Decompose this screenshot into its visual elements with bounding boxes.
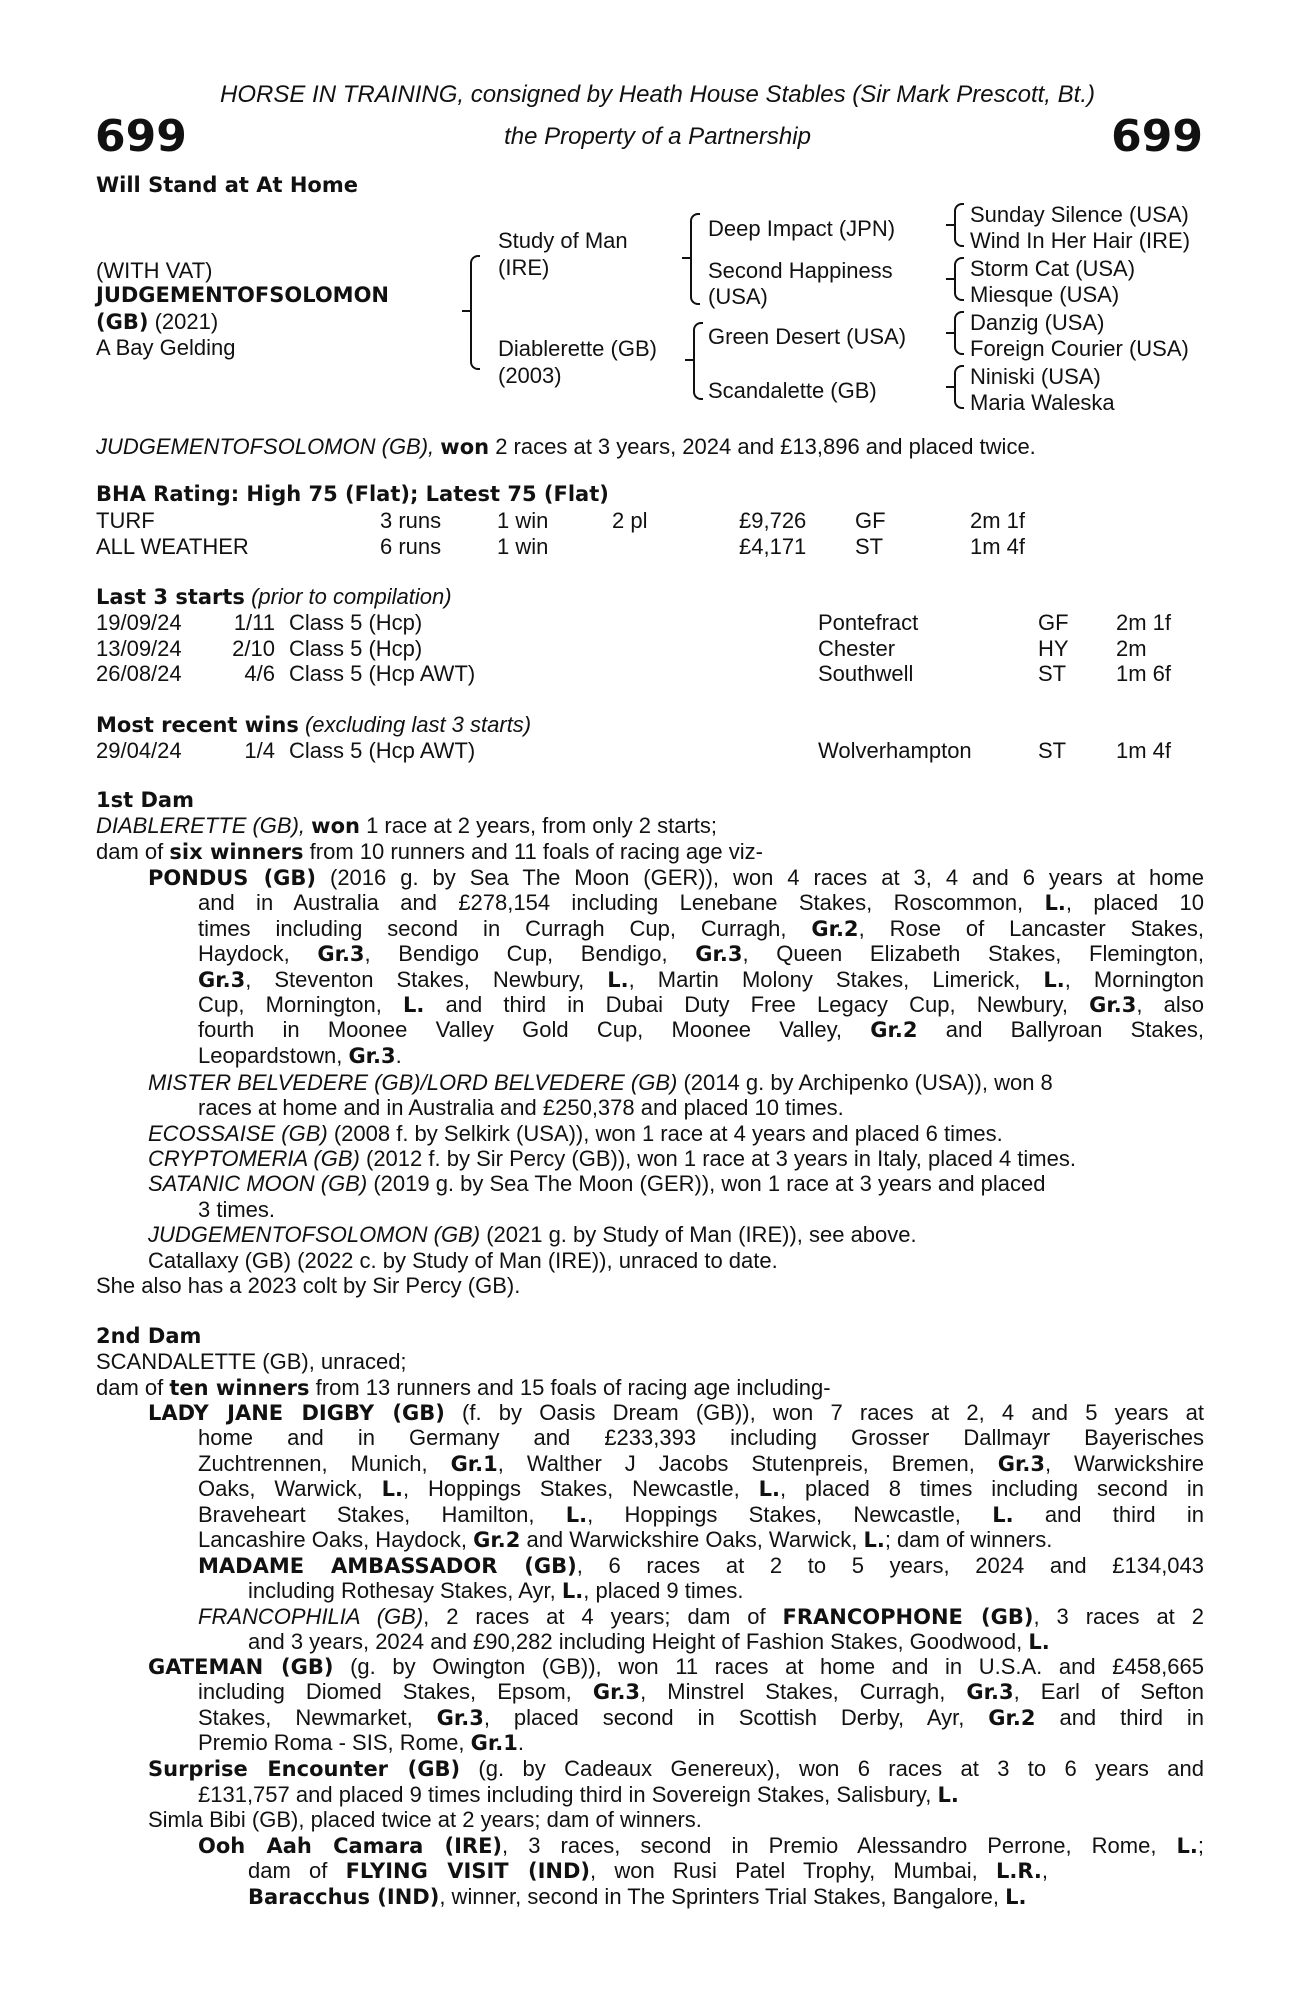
simla-bibi-line: Simla Bibi (GB), placed twice at 2 years; dam of winners.	[148, 1807, 702, 1832]
rating-going: GF	[855, 508, 886, 533]
last3-position: 1/11	[233, 610, 275, 635]
catallaxy-line: Catallaxy (GB) (2022 c. by Study of Man (IRE)), unraced to date.	[148, 1248, 778, 1273]
lady-jane-digby-line: Lancashire Oaks, Haydock, Gr.2 and Warwickshire Oaks, Warwick, L.; dam of winners.	[198, 1527, 1053, 1552]
recent-going: ST	[1038, 738, 1067, 763]
rating-wins: 1 win	[497, 533, 549, 559]
pondus-line: Gr.3, Steventon Stakes, Newbury, L., Martin Molony Stakes, Limerick, L., Mornington	[198, 966, 1204, 992]
rating-surface: TURF	[96, 508, 155, 533]
lot-number-left: 699	[95, 111, 187, 162]
catalogue-header: HORSE IN TRAINING, consigned by Heath House Stables (Sir Mark Prescott, Bt.)	[220, 81, 1095, 108]
brace-ds	[954, 311, 963, 355]
summary-rest: 2 races at 3 years, 2024 and £13,896 and placed twice.	[495, 434, 1036, 459]
summary-horse: JUDGEMENTOFSOLOMON (GB),	[96, 434, 435, 459]
last3-distance: 1m 6f	[1116, 661, 1172, 686]
lady-jane-digby-line: Braveheart Stakes, Hamilton, L., Hoppings Stakes, Newcastle, L. and third in	[198, 1501, 1204, 1527]
last3-date: 19/09/24	[96, 610, 182, 635]
rating-title: BHA Rating: High 75 (Flat); Latest 75 (Flat)	[96, 482, 609, 506]
lady-jane-digby-line: Zuchtrennen, Munich, Gr.1, Walther J Jacobs Stutenpreis, Bremen, Gr.3, Warwickshire	[198, 1450, 1204, 1476]
pondus-line: Cup, Mornington, L. and third in Dubai Duty Free Legacy Cup, Newbury, Gr.3, also	[198, 992, 1205, 1017]
judgement-name: JUDGEMENTOFSOLOMON (GB)	[148, 1222, 481, 1247]
francophilia-line1: FRANCOPHILIA (GB), 2 races at 4 years; dam of FRANCOPHONE (GB), 3 races at 2	[198, 1604, 1204, 1629]
lady-jane-digby-line: LADY JANE DIGBY (GB) (f. by Oasis Dream (GB)), won 7 races at 2, 4 and 5 years at	[148, 1400, 1204, 1425]
rating-runs: 6 runs	[380, 533, 442, 559]
madame-ambassador-line1: MADAME AMBASSADOR (GB), 6 races at 2 to 5 years, 2024 and £134,043	[198, 1553, 1205, 1578]
ds-name: Green Desert (USA)	[708, 324, 907, 349]
surprise-encounter-line1: Surprise Encounter (GB) (g. by Cadeaux Genereux), won 6 races at 3 to 6 years and	[148, 1756, 1205, 1781]
sd-country: (USA)	[708, 284, 768, 309]
pondus-line: fourth in Moonee Valley Gold Cup, Moonee Valley, Gr.2 and Ballyroan Stakes,	[198, 1017, 1204, 1043]
last3-class: Class 5 (Hcp AWT)	[289, 661, 476, 686]
rating-prize: £4,171	[739, 533, 807, 559]
dam-year: (2003)	[498, 363, 562, 388]
second-dam-line2	[96, 1375, 831, 1401]
pondus-line: PONDUS (GB) (2016 g. by Sea The Moon (GER)), won 4 races at 3, 4 and 6 years at home	[148, 865, 1204, 890]
cryptomeria-line	[148, 1146, 1076, 1171]
rating-prize: £9,726	[739, 508, 807, 533]
rating-going: ST	[855, 533, 884, 559]
last3-distance: 2m 1f	[1116, 610, 1172, 635]
satanic-moon-line1	[148, 1171, 1046, 1196]
race-summary	[96, 434, 1036, 460]
second-dam-line1: SCANDALETTE (GB), unraced;	[96, 1349, 407, 1374]
last3-note: (prior to compilation)	[251, 584, 452, 609]
ddd-name: Maria Waleska	[970, 390, 1115, 415]
mister-belvedere-details: (2014 g. by Archipenko (USA)), won 8	[683, 1070, 1053, 1095]
dds-name: Niniski (USA)	[970, 364, 1101, 389]
recent-course: Wolverhampton	[818, 738, 972, 763]
colt-line: She also has a 2023 colt by Sir Percy (GB).	[96, 1273, 521, 1298]
rating-surface: ALL WEATHER	[96, 533, 249, 559]
gateman-line: Premio Roma - SIS, Rome, Gr.1.	[198, 1730, 524, 1756]
sds-name: Storm Cat (USA)	[970, 256, 1136, 281]
last3-going: ST	[1038, 661, 1067, 686]
sire-name: Study of Man	[498, 228, 628, 253]
satanic-moon-name: SATANIC MOON (GB)	[148, 1171, 368, 1196]
ooh-aah-camara-line2: dam of FLYING VISIT (IND), won Rusi Patel Trophy, Mumbai, L.R.,	[248, 1858, 1048, 1883]
horse-year: (2021)	[154, 309, 219, 334]
recent-note: (excluding last 3 starts)	[304, 712, 532, 737]
gateman-line: Stakes, Newmarket, Gr.3, placed second in Scottish Derby, Ayr, Gr.2 and third in	[198, 1704, 1205, 1730]
sss-name: Sunday Silence (USA)	[970, 202, 1189, 227]
pedigree-brace-main	[470, 255, 482, 370]
recent-class: Class 5 (Hcp AWT)	[289, 738, 476, 763]
pondus-line: and in Australia and £278,154 including Lenebane Stakes, Roscommon, L., placed 10	[198, 890, 1205, 916]
second-dam-winners: ten winners	[169, 1376, 310, 1400]
second-dam-damof: dam of	[96, 1375, 164, 1400]
rating-runs: 3 runs	[380, 508, 442, 533]
recent-date: 29/04/24	[96, 738, 182, 763]
ooh-aah-camara-line3: Baracchus (IND), winner, second in The Sprinters Trial Stakes, Bangalore, L.	[248, 1884, 1027, 1909]
dam-name: Diablerette (GB)	[498, 336, 657, 361]
ecossaise-name: ECOSSAISE (GB)	[148, 1121, 328, 1146]
brace-sd	[954, 257, 963, 301]
satanic-moon-line2: 3 times.	[198, 1197, 276, 1222]
recent-title: Most recent wins	[96, 713, 299, 737]
recent-position: 1/4	[244, 738, 275, 763]
pedigree-brace-dam	[693, 322, 703, 400]
horse-country: (GB)	[96, 310, 149, 334]
dss-name: Danzig (USA)	[970, 310, 1105, 335]
first-dam-winners: six winners	[169, 840, 304, 864]
pedigree-brace-sire	[690, 213, 700, 305]
last3-position: 2/10	[232, 635, 275, 661]
mister-belvedere-line1	[148, 1070, 1053, 1095]
last3-class: Class 5 (Hcp)	[289, 635, 423, 661]
last3-going: HY	[1038, 635, 1069, 661]
pondus-line: Leopardstown, Gr.3.	[198, 1042, 402, 1068]
rating-distance: 2m 1f	[970, 508, 1026, 533]
last3-class: Class 5 (Hcp)	[289, 610, 423, 635]
dsd-name: Foreign Courier (USA)	[970, 336, 1189, 361]
francophilia-line2: and 3 years, 2024 and £90,282 including Height of Fashion Stakes, Goodwood, L.	[248, 1629, 1050, 1654]
pondus-line: times including second in Curragh Cup, Curragh, Gr.2, Rose of Lancaster Stakes,	[198, 915, 1204, 941]
mister-belvedere-name: MISTER BELVEDERE (GB)/LORD BELVEDERE (GB)	[148, 1070, 678, 1095]
last3-going: GF	[1038, 610, 1069, 635]
stand-line: Will Stand at At Home	[96, 173, 358, 197]
lot-number-right: 699	[1111, 111, 1203, 162]
pondus-line: Haydock, Gr.3, Bendigo Cup, Bendigo, Gr.3, Queen Elizabeth Stakes, Flemington,	[198, 941, 1204, 967]
rating-placed: 2 pl	[612, 508, 648, 533]
horse-name: JUDGEMENTOFSOLOMON	[96, 283, 390, 307]
first-dam-damof: dam of	[96, 839, 164, 864]
last3-position: 4/6	[244, 661, 275, 686]
property-line: the Property of a Partnership	[504, 123, 811, 150]
first-dam-foals: from 10 runners and 11 foals of racing age viz-	[309, 839, 763, 864]
recent-distance: 1m 4f	[1116, 738, 1172, 763]
last3-distance: 2m	[1116, 635, 1147, 661]
lady-jane-digby-line: home and in Germany and £233,393 including Grosser Dallmayr Bayerisches	[198, 1425, 1204, 1451]
last3-course: Southwell	[818, 661, 914, 686]
gateman-line: GATEMAN (GB) (g. by Owington (GB)), won 11 races at home and in U.S.A. and £458,665	[148, 1654, 1204, 1679]
first-dam-record: 1 race at 2 years, from only 2 starts;	[366, 813, 717, 838]
ooh-aah-camara-line1: Ooh Aah Camara (IRE), 3 races, second in Premio Alessandro Perrone, Rome, L.;	[198, 1833, 1205, 1858]
cryptomeria-name: CRYPTOMERIA (GB)	[148, 1146, 360, 1171]
horse-country-year	[96, 309, 218, 335]
summary-won: won	[440, 435, 490, 459]
first-dam-line2	[96, 839, 763, 865]
rating-wins: 1 win	[497, 508, 549, 533]
sdd-name: Miesque (USA)	[970, 282, 1120, 307]
dd-name: Scandalette (GB)	[708, 378, 877, 403]
recent-heading	[96, 712, 531, 738]
mister-belvedere-line2: races at home and in Australia and £250,378 and placed 10 times.	[198, 1095, 844, 1120]
madame-ambassador-line2: including Rothesay Stakes, Ayr, L., placed 9 times.	[248, 1578, 744, 1603]
brace-ss	[954, 203, 963, 247]
first-dam-line1	[96, 813, 717, 839]
last3-title: Last 3 starts	[96, 585, 245, 609]
gateman-line: including Diomed Stakes, Epsom, Gr.3, Minstrel Stakes, Curragh, Gr.3, Earl of Sefton	[198, 1679, 1204, 1705]
lady-jane-digby-line: Oaks, Warwick, L., Hoppings Stakes, Newcastle, L., placed 8 times including second in	[198, 1476, 1204, 1502]
surprise-encounter-line2: £131,757 and placed 9 times including third in Sovereign Stakes, Salisbury, L.	[198, 1782, 959, 1807]
first-dam-name: DIABLERETTE (GB),	[96, 813, 306, 838]
cryptomeria-details: (2012 f. by Sir Percy (GB)), won 1 race at 3 years in Italy, placed 4 times.	[366, 1146, 1076, 1171]
judgement-details: (2021 g. by Study of Man (IRE)), see above.	[486, 1222, 917, 1247]
ecossaise-details: (2008 f. by Selkirk (USA)), won 1 race at 4 years and placed 6 times.	[333, 1121, 1003, 1146]
ss-name: Deep Impact (JPN)	[708, 216, 896, 241]
vat-note: (WITH VAT)	[96, 258, 213, 283]
last3-date: 26/08/24	[96, 661, 182, 686]
last3-course: Pontefract	[818, 610, 919, 635]
satanic-moon-details: (2019 g. by Sea The Moon (GER)), won 1 race at 3 years and placed	[373, 1171, 1046, 1196]
last3-course: Chester	[818, 635, 896, 661]
first-dam-won: won	[311, 814, 360, 838]
brace-dd	[954, 365, 963, 409]
ssd-name: Wind In Her Hair (IRE)	[970, 228, 1191, 253]
second-dam-foals: from 13 runners and 15 foals of racing age including-	[315, 1375, 831, 1400]
ecossaise-line	[148, 1121, 1003, 1146]
horse-description: A Bay Gelding	[96, 335, 236, 360]
first-dam-heading: 1st Dam	[96, 788, 194, 812]
judgement-line	[148, 1222, 917, 1247]
last3-heading	[96, 584, 452, 610]
sd-name: Second Happiness	[708, 258, 893, 283]
sire-country: (IRE)	[498, 255, 550, 280]
rating-distance: 1m 4f	[970, 533, 1026, 559]
last3-date: 13/09/24	[96, 635, 182, 661]
second-dam-heading: 2nd Dam	[96, 1324, 202, 1348]
